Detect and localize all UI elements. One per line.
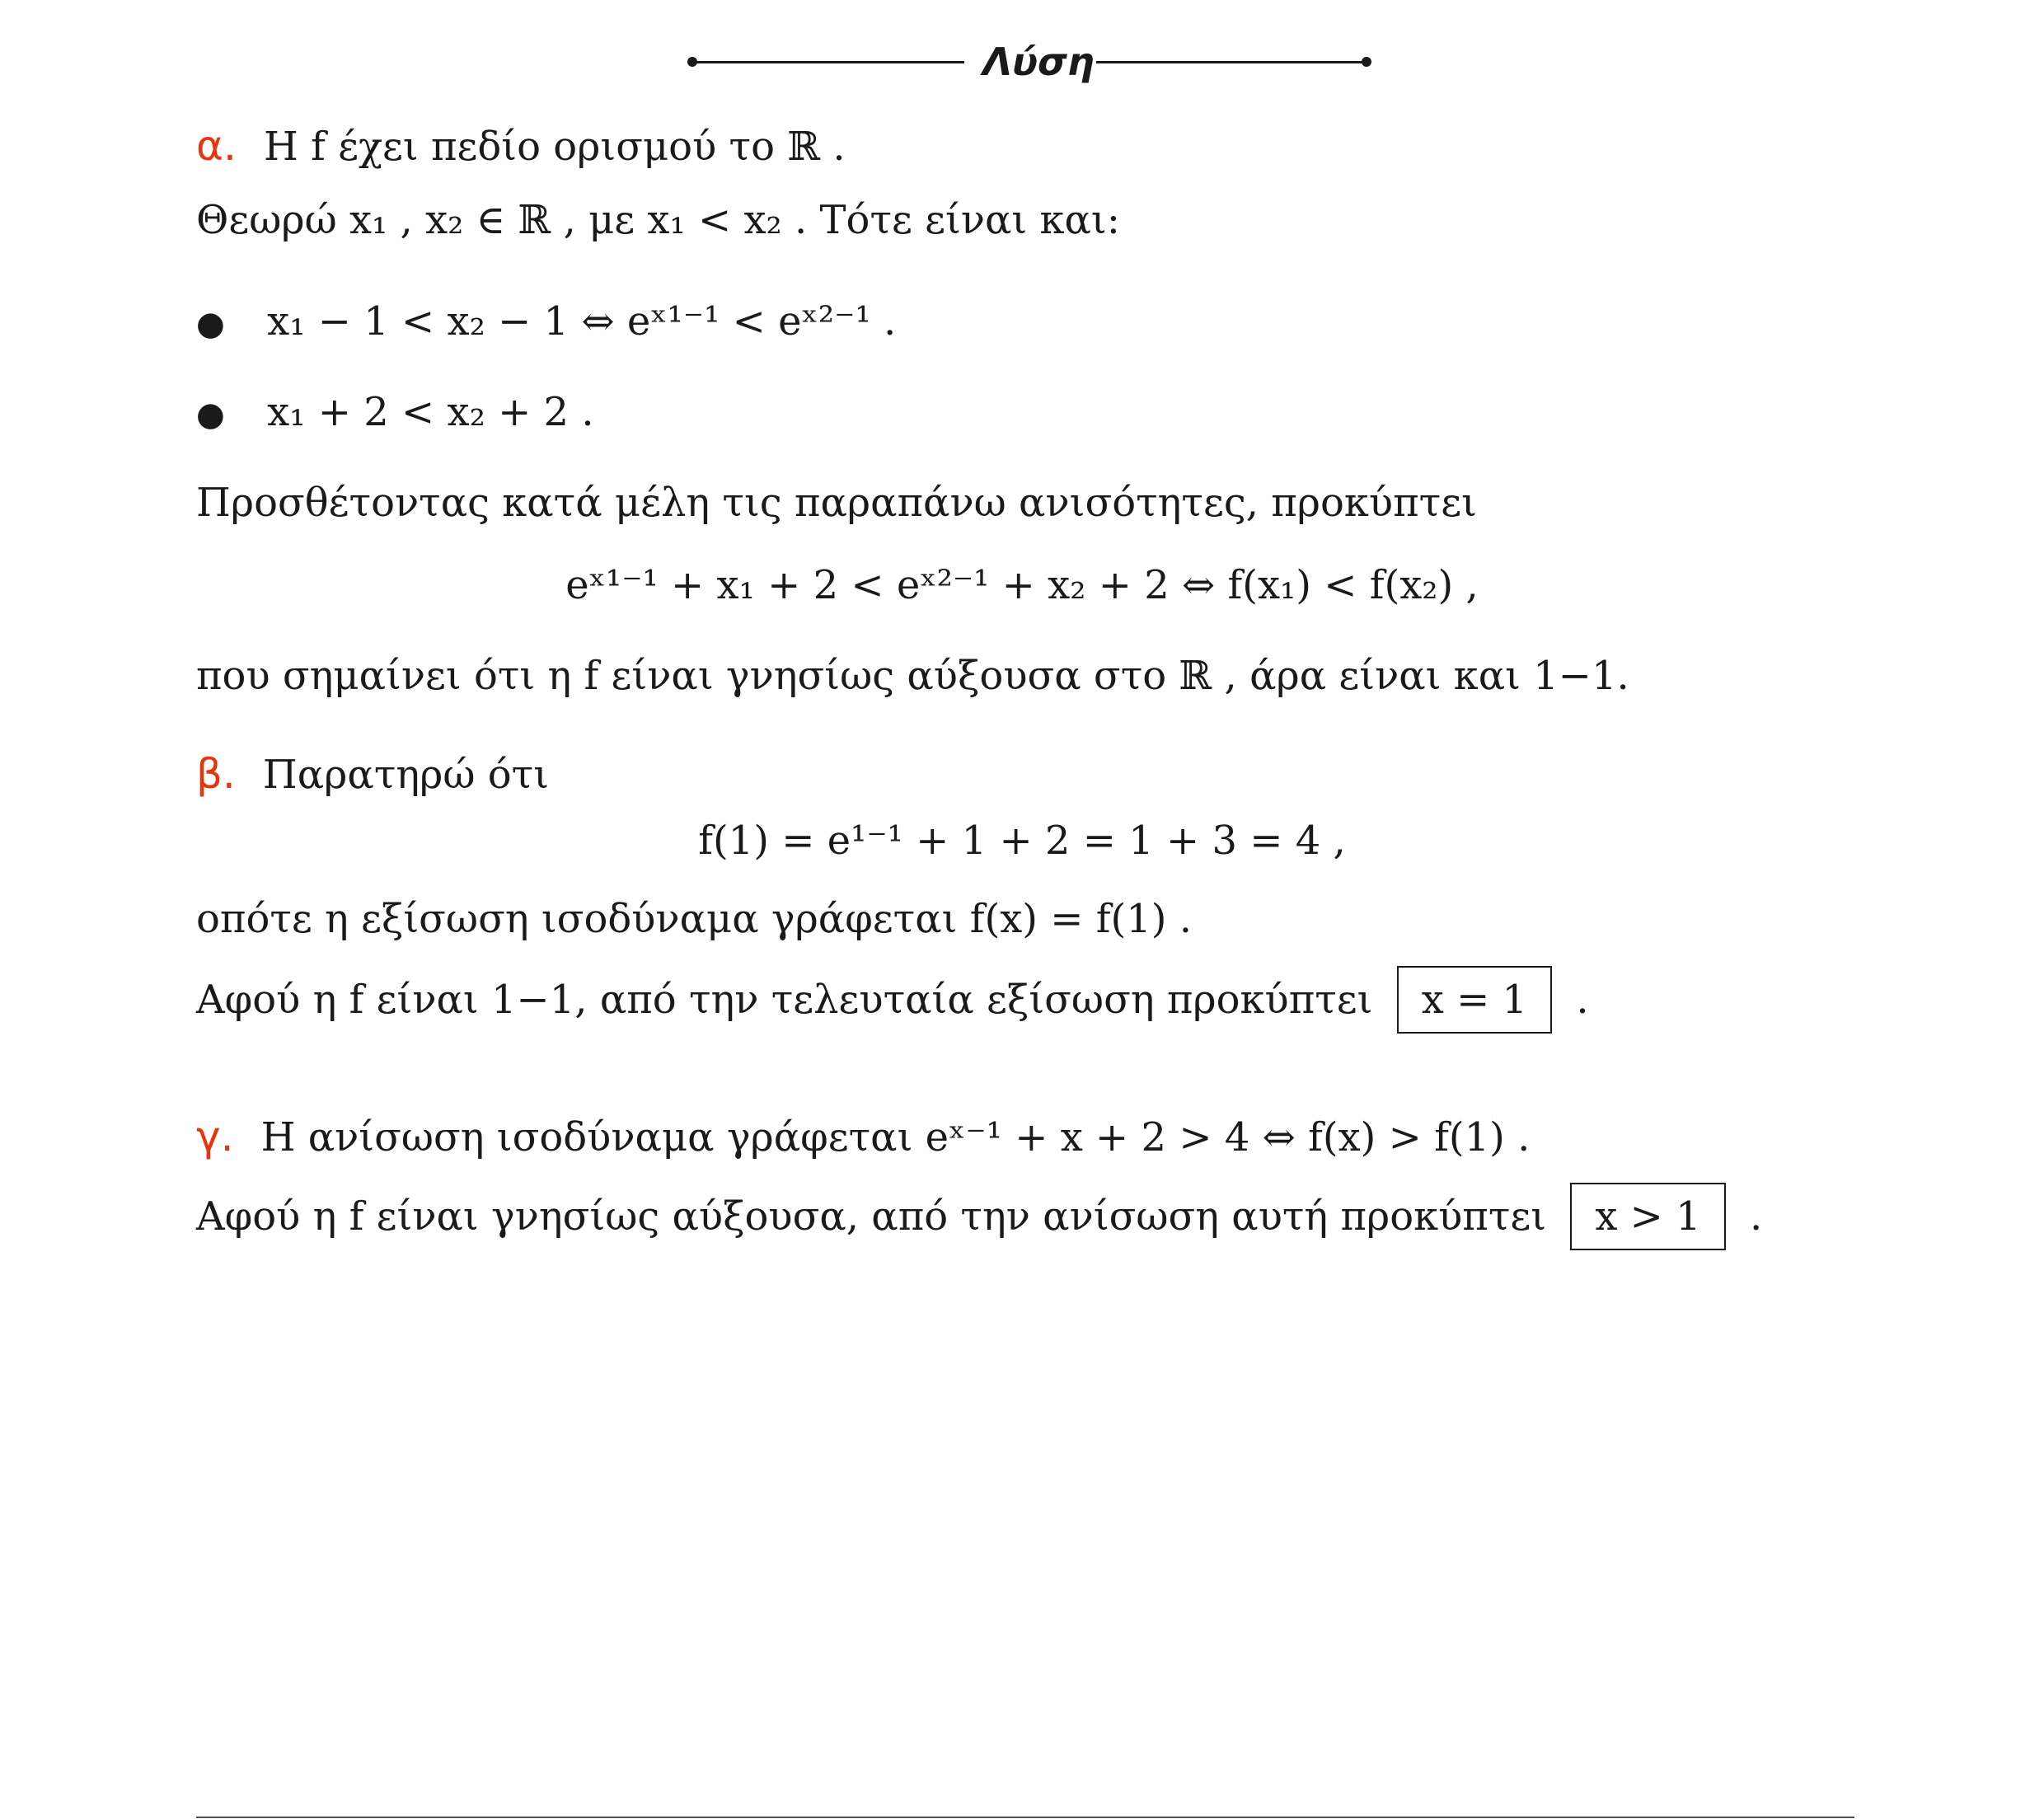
solution-header [0, 33, 2044, 91]
part-c-first-line [196, 1113, 1530, 1162]
part-b-equivalent-text: οπότε η εξίσωση ισοδύναμα γράφεται f(x) = f(1) . [196, 896, 1193, 942]
part-b-answer-box: x = 1 [1397, 966, 1552, 1034]
part-a-bullet-2 [196, 387, 594, 439]
part-a-assumption: Θεωρώ x₁ , x₂ ∈ ℝ , με x₁ < x₂ . Τότε είναι και: [196, 197, 1120, 243]
part-b-result-line [196, 966, 1589, 1034]
part-a-label: α. [196, 122, 237, 170]
part-c-result-line [196, 1183, 1762, 1250]
part-c-period: . [1749, 1193, 1763, 1240]
bullet-icon: ● [196, 305, 225, 343]
part-a-conclusion: που σημαίνει ότι η f είναι γνησίως αύξουσα στο ℝ , άρα είναι και 1−1. [196, 653, 1629, 699]
footer-rule [196, 1817, 1854, 1818]
part-b-period: . [1576, 977, 1589, 1023]
part-c-answer-box: x > 1 [1570, 1183, 1725, 1250]
part-a-bullet-1 [196, 297, 896, 349]
header-left-rule [692, 61, 964, 63]
part-b-equation: f(1) = e¹⁻¹ + 1 + 2 = 1 + 3 = 4 , [698, 818, 1346, 864]
part-a-first-line [196, 122, 846, 171]
bullet-1-text: x₁ − 1 < x₂ − 1 ⇔ eˣ¹⁻¹ < eˣ²⁻¹ . [267, 298, 897, 345]
part-a-equation: eˣ¹⁻¹ + x₁ + 2 < eˣ²⁻¹ + x₂ + 2 ⇔ f(x₁) < f(x₂) , [565, 562, 1479, 608]
part-a-domain-text: Η f έχει πεδίο ορισμού το ℝ . [263, 124, 846, 170]
header-title: Λύση [982, 40, 1095, 84]
bullet-icon: ● [196, 396, 225, 434]
part-c-label: γ. [196, 1113, 234, 1160]
part-b-label: β. [196, 750, 236, 798]
part-b-result-text: Αφού η f είναι 1−1, από την τελευταία εξίσωση προκύπτει [196, 977, 1373, 1023]
part-b-observe-text: Παρατηρώ ότι [262, 752, 550, 798]
part-c-inequality-text: Η ανίσωση ισοδύναμα γράφεται eˣ⁻¹ + x + 2 > 4 ⇔ f(x) > f(1) . [260, 1114, 1531, 1160]
part-b-first-line [196, 750, 549, 799]
header-right-rule [1096, 61, 1368, 63]
header-right-dot [1362, 57, 1371, 67]
bullet-2-text: x₁ + 2 < x₂ + 2 . [267, 389, 594, 435]
part-a-adding-text: Προσθέτοντας κατά μέλη τις παραπάνω ανισότητες, προκύπτει [196, 480, 1477, 526]
part-c-result-text: Αφού η f είναι γνησίως αύξουσα, από την ανίσωση αυτή προκύπτει [196, 1193, 1547, 1240]
